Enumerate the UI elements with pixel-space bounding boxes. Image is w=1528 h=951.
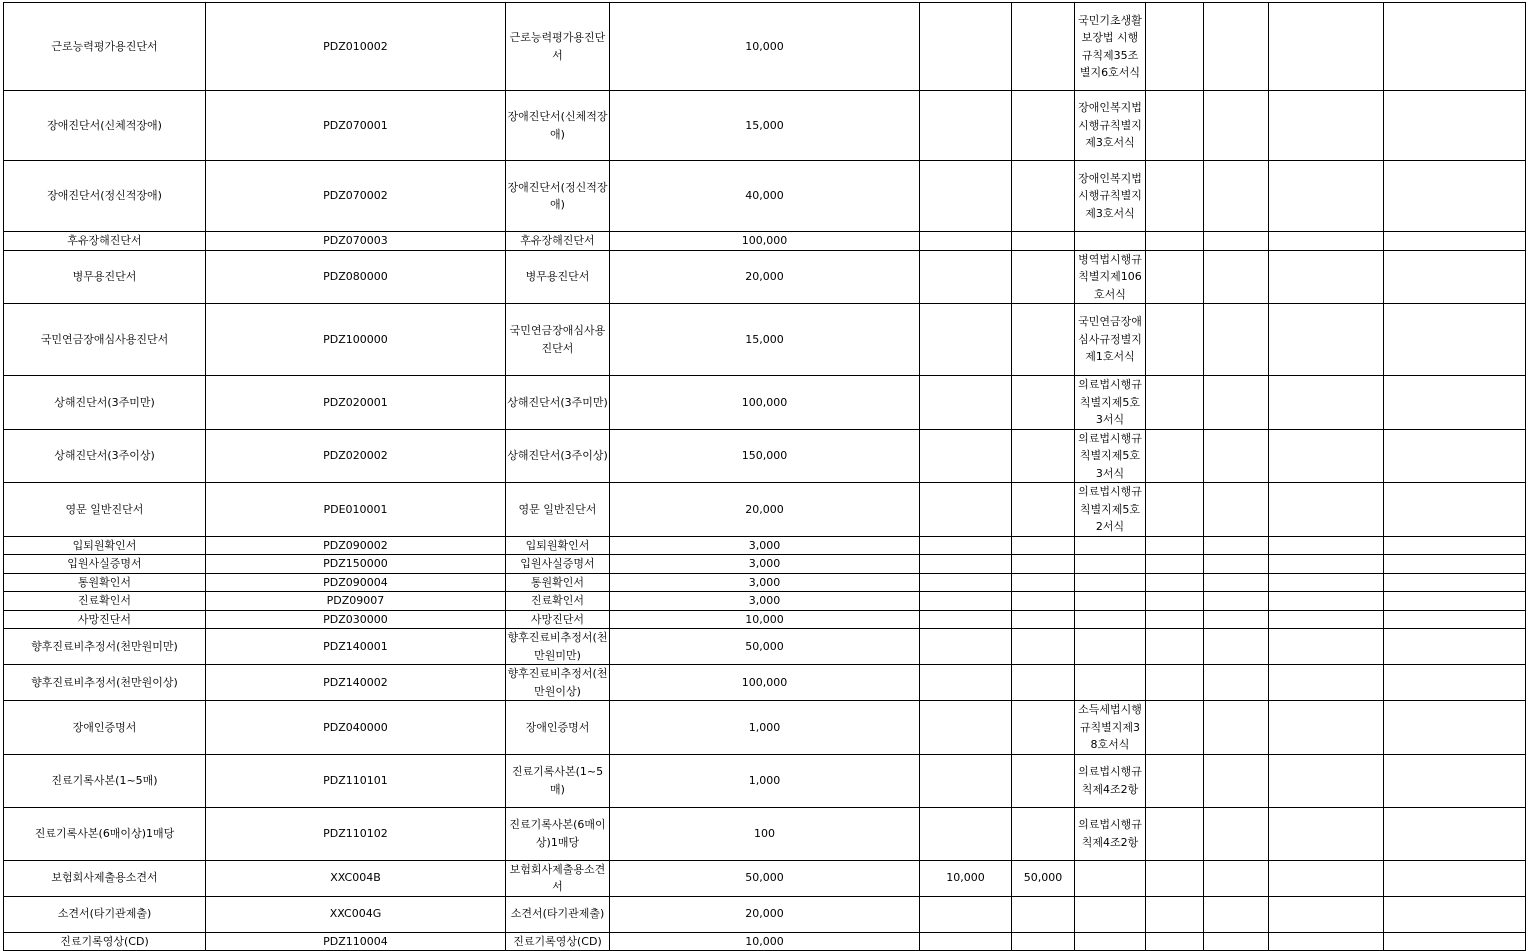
document-name-cell: 병무용진단서 (4, 250, 206, 304)
document-name-cell: 진료기록영상(CD) (4, 932, 206, 951)
table-row (4, 304, 1526, 376)
document-name-cell: 향후진료비추정서(천만원미만) (4, 629, 206, 665)
empty-cell (1204, 3, 1269, 91)
extra-fee-cell: 10,000 (920, 860, 1012, 896)
empty-cell (1269, 629, 1384, 665)
table-row (4, 555, 1526, 574)
empty-cell (1269, 896, 1384, 932)
item-name-cell: 소견서(타기관제출) (506, 896, 610, 932)
item-name-cell: 장애진단서(정신적장애) (506, 161, 610, 232)
table-row (4, 250, 1526, 304)
empty-cell (1269, 161, 1384, 232)
table-row (4, 592, 1526, 611)
document-name-cell: 영문 일반진단서 (4, 483, 206, 537)
empty-cell (1146, 250, 1204, 304)
fee-table (3, 2, 1526, 951)
fee-cell: 50,000 (610, 860, 920, 896)
code-cell: PDZ070003 (206, 232, 506, 251)
extra-fee-cell-2 (1012, 629, 1075, 665)
code-cell: PDZ040000 (206, 701, 506, 755)
extra-fee-cell-2 (1012, 701, 1075, 755)
fee-cell: 3,000 (610, 555, 920, 574)
document-name-cell: 사망진단서 (4, 610, 206, 629)
empty-cell (1204, 232, 1269, 251)
item-name-cell: 근로능력평가용진단서 (506, 3, 610, 91)
empty-cell (1384, 161, 1526, 232)
item-name-cell: 영문 일반진단서 (506, 483, 610, 537)
code-cell: PDZ080000 (206, 250, 506, 304)
legal-basis-cell: 의료법시행규칙제4조2항 (1075, 754, 1146, 807)
extra-fee-cell-2 (1012, 429, 1075, 483)
empty-cell (1384, 629, 1526, 665)
extra-fee-cell (920, 483, 1012, 537)
extra-fee-cell (920, 3, 1012, 91)
extra-fee-cell-2 (1012, 610, 1075, 629)
table-row (4, 896, 1526, 932)
table-row (4, 573, 1526, 592)
document-name-cell: 진료확인서 (4, 592, 206, 611)
extra-fee-cell (920, 429, 1012, 483)
item-name-cell: 향후진료비추정서(천만원미만) (506, 629, 610, 665)
empty-cell (1269, 573, 1384, 592)
fee-cell: 100,000 (610, 232, 920, 251)
empty-cell (1384, 665, 1526, 701)
empty-cell (1204, 304, 1269, 376)
empty-cell (1204, 592, 1269, 611)
empty-cell (1146, 754, 1204, 807)
extra-fee-cell (920, 592, 1012, 611)
document-name-cell: 장애진단서(신체적장애) (4, 91, 206, 161)
code-cell: PDZ070002 (206, 161, 506, 232)
empty-cell (1204, 376, 1269, 430)
empty-cell (1269, 250, 1384, 304)
item-name-cell: 진료기록영상(CD) (506, 932, 610, 951)
extra-fee-cell (920, 573, 1012, 592)
empty-cell (1204, 610, 1269, 629)
empty-cell (1384, 896, 1526, 932)
code-cell: PDZ090004 (206, 573, 506, 592)
code-cell: PDZ110102 (206, 807, 506, 860)
extra-fee-cell-2 (1012, 754, 1075, 807)
empty-cell (1146, 665, 1204, 701)
empty-cell (1204, 161, 1269, 232)
extra-fee-cell-2 (1012, 665, 1075, 701)
empty-cell (1384, 573, 1526, 592)
legal-basis-cell: 의료법시행규칙별지제5호2서식 (1075, 483, 1146, 537)
extra-fee-cell-2 (1012, 573, 1075, 592)
extra-fee-cell-2 (1012, 91, 1075, 161)
extra-fee-cell-2: 50,000 (1012, 860, 1075, 896)
item-name-cell: 입원사실증명서 (506, 555, 610, 574)
fee-cell: 15,000 (610, 304, 920, 376)
code-cell: PDE010001 (206, 483, 506, 537)
document-name-cell: 장애진단서(정신적장애) (4, 161, 206, 232)
table-row (4, 860, 1526, 896)
table-row (4, 161, 1526, 232)
empty-cell (1269, 665, 1384, 701)
document-name-cell: 후유장해진단서 (4, 232, 206, 251)
code-cell: PDZ100000 (206, 304, 506, 376)
legal-basis-cell (1075, 610, 1146, 629)
item-name-cell: 장애인증명서 (506, 701, 610, 755)
item-name-cell: 보험회사제출용소견서 (506, 860, 610, 896)
empty-cell (1384, 701, 1526, 755)
item-name-cell: 후유장해진단서 (506, 232, 610, 251)
legal-basis-cell (1075, 555, 1146, 574)
extra-fee-cell-2 (1012, 896, 1075, 932)
empty-cell (1269, 860, 1384, 896)
empty-cell (1269, 592, 1384, 611)
code-cell: PDZ110101 (206, 754, 506, 807)
empty-cell (1146, 536, 1204, 555)
extra-fee-cell (920, 536, 1012, 555)
table-row (4, 429, 1526, 483)
empty-cell (1384, 376, 1526, 430)
extra-fee-cell (920, 232, 1012, 251)
empty-cell (1204, 665, 1269, 701)
table-row (4, 807, 1526, 860)
empty-cell (1204, 754, 1269, 807)
empty-cell (1384, 232, 1526, 251)
fee-cell: 100 (610, 807, 920, 860)
extra-fee-cell-2 (1012, 304, 1075, 376)
empty-cell (1146, 610, 1204, 629)
table-row (4, 91, 1526, 161)
empty-cell (1269, 232, 1384, 251)
document-name-cell: 입퇴원확인서 (4, 536, 206, 555)
empty-cell (1384, 807, 1526, 860)
empty-cell (1204, 701, 1269, 755)
empty-cell (1269, 807, 1384, 860)
extra-fee-cell (920, 807, 1012, 860)
empty-cell (1269, 304, 1384, 376)
empty-cell (1269, 610, 1384, 629)
document-name-cell: 소견서(타기관제출) (4, 896, 206, 932)
document-name-cell: 통원확인서 (4, 573, 206, 592)
empty-cell (1146, 3, 1204, 91)
legal-basis-cell: 의료법시행규칙별지제5호3서식 (1075, 429, 1146, 483)
document-name-cell: 향후진료비추정서(천만원이상) (4, 665, 206, 701)
extra-fee-cell-2 (1012, 807, 1075, 860)
empty-cell (1204, 91, 1269, 161)
document-name-cell: 진료기록사본(1~5매) (4, 754, 206, 807)
extra-fee-cell-2 (1012, 483, 1075, 537)
empty-cell (1146, 304, 1204, 376)
item-name-cell: 진료기록사본(6매이상)1매당 (506, 807, 610, 860)
empty-cell (1204, 807, 1269, 860)
extra-fee-cell (920, 376, 1012, 430)
code-cell: PDZ090002 (206, 536, 506, 555)
empty-cell (1146, 701, 1204, 755)
extra-fee-cell-2 (1012, 3, 1075, 91)
empty-cell (1204, 429, 1269, 483)
empty-cell (1204, 629, 1269, 665)
fee-cell: 10,000 (610, 932, 920, 951)
fee-cell: 40,000 (610, 161, 920, 232)
fee-cell: 1,000 (610, 701, 920, 755)
extra-fee-cell-2 (1012, 161, 1075, 232)
legal-basis-cell (1075, 860, 1146, 896)
empty-cell (1269, 376, 1384, 430)
extra-fee-cell-2 (1012, 536, 1075, 555)
empty-cell (1384, 3, 1526, 91)
table-row (4, 3, 1526, 91)
table-row (4, 232, 1526, 251)
empty-cell (1204, 555, 1269, 574)
empty-cell (1269, 754, 1384, 807)
item-name-cell: 상해진단서(3주이상) (506, 429, 610, 483)
legal-basis-cell (1075, 592, 1146, 611)
extra-fee-cell (920, 701, 1012, 755)
table-row (4, 754, 1526, 807)
item-name-cell: 진료기록사본(1~5매) (506, 754, 610, 807)
table-row (4, 701, 1526, 755)
empty-cell (1269, 536, 1384, 555)
document-name-cell: 근로능력평가용진단서 (4, 3, 206, 91)
empty-cell (1269, 91, 1384, 161)
legal-basis-cell: 국민연금장애심사규정별지제1호서식 (1075, 304, 1146, 376)
extra-fee-cell-2 (1012, 376, 1075, 430)
legal-basis-cell (1075, 536, 1146, 555)
empty-cell (1384, 483, 1526, 537)
empty-cell (1146, 592, 1204, 611)
item-name-cell: 사망진단서 (506, 610, 610, 629)
code-cell: PDZ020001 (206, 376, 506, 430)
code-cell: PDZ09007 (206, 592, 506, 611)
legal-basis-cell: 국민기초생활보장법 시행규칙제35조별지6호서식 (1075, 3, 1146, 91)
empty-cell (1384, 610, 1526, 629)
empty-cell (1146, 429, 1204, 483)
empty-cell (1269, 483, 1384, 537)
empty-cell (1269, 429, 1384, 483)
extra-fee-cell-2 (1012, 592, 1075, 611)
extra-fee-cell (920, 555, 1012, 574)
fee-cell: 3,000 (610, 536, 920, 555)
empty-cell (1204, 483, 1269, 537)
empty-cell (1384, 592, 1526, 611)
fee-cell: 10,000 (610, 3, 920, 91)
fee-cell: 50,000 (610, 629, 920, 665)
document-name-cell: 진료기록사본(6매이상)1매당 (4, 807, 206, 860)
code-cell: PDZ010002 (206, 3, 506, 91)
empty-cell (1269, 3, 1384, 91)
empty-cell (1204, 573, 1269, 592)
table-row (4, 610, 1526, 629)
legal-basis-cell (1075, 573, 1146, 592)
empty-cell (1204, 896, 1269, 932)
empty-cell (1204, 860, 1269, 896)
fee-cell: 20,000 (610, 483, 920, 537)
empty-cell (1384, 429, 1526, 483)
document-name-cell: 보험회사제출용소견서 (4, 860, 206, 896)
empty-cell (1384, 250, 1526, 304)
legal-basis-cell: 병역법시행규칙별지제106호서식 (1075, 250, 1146, 304)
table-row (4, 376, 1526, 430)
item-name-cell: 진료확인서 (506, 592, 610, 611)
legal-basis-cell: 장애인복지법 시행규칙별지제3호서식 (1075, 161, 1146, 232)
empty-cell (1146, 161, 1204, 232)
extra-fee-cell-2 (1012, 250, 1075, 304)
document-name-cell: 장애인증명서 (4, 701, 206, 755)
empty-cell (1146, 376, 1204, 430)
fee-cell: 3,000 (610, 592, 920, 611)
fee-cell: 100,000 (610, 376, 920, 430)
fee-cell: 3,000 (610, 573, 920, 592)
extra-fee-cell (920, 610, 1012, 629)
empty-cell (1204, 250, 1269, 304)
extra-fee-cell (920, 629, 1012, 665)
table-row (4, 629, 1526, 665)
empty-cell (1146, 629, 1204, 665)
legal-basis-cell (1075, 896, 1146, 932)
empty-cell (1384, 754, 1526, 807)
document-name-cell: 입원사실증명서 (4, 555, 206, 574)
empty-cell (1146, 483, 1204, 537)
empty-cell (1146, 573, 1204, 592)
empty-cell (1384, 555, 1526, 574)
fee-cell: 20,000 (610, 896, 920, 932)
item-name-cell: 통원확인서 (506, 573, 610, 592)
empty-cell (1146, 860, 1204, 896)
legal-basis-cell: 의료법시행규칙제4조2항 (1075, 807, 1146, 860)
empty-cell (1146, 555, 1204, 574)
fee-cell: 10,000 (610, 610, 920, 629)
legal-basis-cell: 장애인복지법 시행규칙별지제3호서식 (1075, 91, 1146, 161)
extra-fee-cell-2 (1012, 232, 1075, 251)
empty-cell (1269, 555, 1384, 574)
extra-fee-cell (920, 896, 1012, 932)
item-name-cell: 국민연금장애심사용진단서 (506, 304, 610, 376)
legal-basis-cell: 의료법시행규칙별지제5호3서식 (1075, 376, 1146, 430)
extra-fee-cell (920, 91, 1012, 161)
code-cell: PDZ140002 (206, 665, 506, 701)
extra-fee-cell (920, 665, 1012, 701)
document-name-cell: 국민연금장애심사용진단서 (4, 304, 206, 376)
code-cell: PDZ070001 (206, 91, 506, 161)
document-name-cell: 상해진단서(3주미만) (4, 376, 206, 430)
empty-cell (1204, 536, 1269, 555)
fee-cell: 15,000 (610, 91, 920, 161)
fee-cell: 100,000 (610, 665, 920, 701)
item-name-cell: 장애진단서(신체적장애) (506, 91, 610, 161)
code-cell: PDZ150000 (206, 555, 506, 574)
table-row (4, 665, 1526, 701)
legal-basis-cell (1075, 665, 1146, 701)
legal-basis-cell (1075, 232, 1146, 251)
empty-cell (1384, 860, 1526, 896)
empty-cell (1384, 91, 1526, 161)
fee-cell: 20,000 (610, 250, 920, 304)
legal-basis-cell (1075, 629, 1146, 665)
extra-fee-cell-2 (1012, 555, 1075, 574)
fee-cell: 1,000 (610, 754, 920, 807)
table-row (4, 536, 1526, 555)
empty-cell (1146, 232, 1204, 251)
item-name-cell: 향후진료비추정서(천만원이상) (506, 665, 610, 701)
item-name-cell: 입퇴원확인서 (506, 536, 610, 555)
empty-cell (1146, 91, 1204, 161)
legal-basis-cell: 소득세법시행규칙별지제38호서식 (1075, 701, 1146, 755)
code-cell: XXC004B (206, 860, 506, 896)
extra-fee-cell (920, 161, 1012, 232)
item-name-cell: 상해진단서(3주미만) (506, 376, 610, 430)
document-name-cell: 상해진단서(3주이상) (4, 429, 206, 483)
item-name-cell: 병무용진단서 (506, 250, 610, 304)
code-cell: PDZ140001 (206, 629, 506, 665)
code-cell: PDZ030000 (206, 610, 506, 629)
table-row (4, 483, 1526, 537)
empty-cell (1146, 807, 1204, 860)
fee-cell: 150,000 (610, 429, 920, 483)
code-cell: PDZ110004 (206, 932, 506, 951)
empty-cell (1384, 304, 1526, 376)
code-cell: XXC004G (206, 896, 506, 932)
extra-fee-cell (920, 304, 1012, 376)
empty-cell (1146, 896, 1204, 932)
extra-fee-cell (920, 754, 1012, 807)
empty-cell (1269, 701, 1384, 755)
empty-cell (1384, 536, 1526, 555)
extra-fee-cell (920, 250, 1012, 304)
code-cell: PDZ020002 (206, 429, 506, 483)
